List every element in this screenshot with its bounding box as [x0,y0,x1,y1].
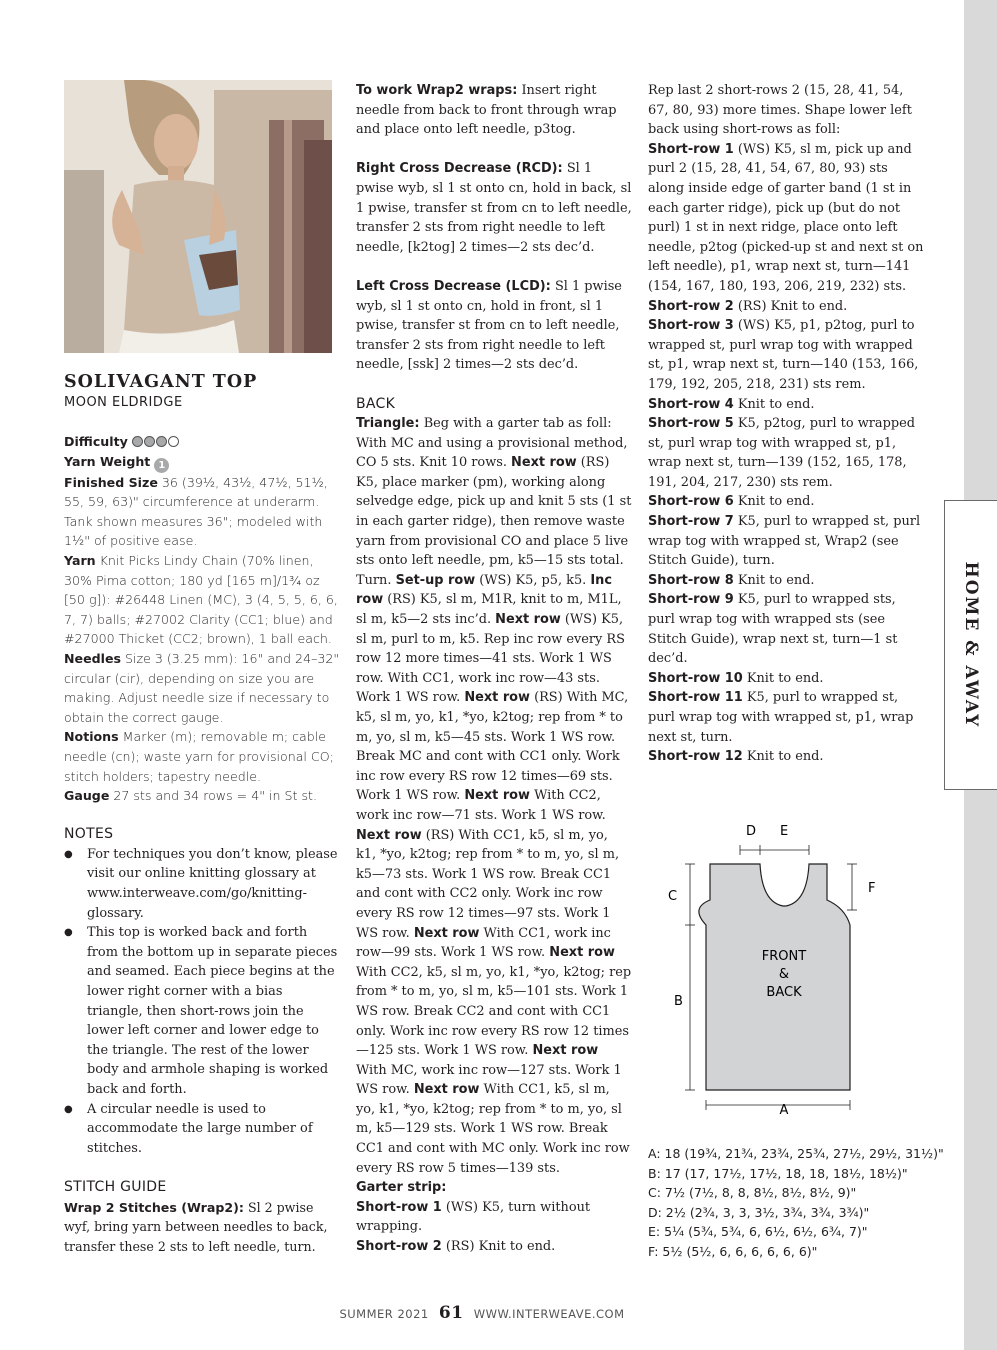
setup-row-text: (WS) K5, p5, k5. [479,572,587,588]
gauge-spec [64,786,340,806]
schematic-body [699,864,850,1090]
note-item: ● A circular needle is used to accommodate the large number of stitches. [64,1100,340,1159]
work-wrap2 [356,81,632,140]
finished-size [64,473,340,551]
difficulty-line [64,432,340,452]
next-row-label: Next row [532,1043,599,1059]
measurement-item: E: 5¼ (5¾, 5¾, 6, 6½, 6½, 6¾, 7)" [648,1224,868,1240]
short-row-text: K5, p2tog, purl to wrapped st, purl wrap tog with wrapped st, p1, wrap next st, turn—139 (152, 165, 178, 191, 204, 217, 230) sts rem. [648,416,915,490]
finished-size-text: 36 (39½, 43½, 47½, 51½, 55, 59, 63)" circumference at underarm. Tank shown measures 36"; modeled with 1½" of positive ease. [64,474,328,549]
short-row-text: K5, purl to wrapped st, purl wrap tog with wrapped st, Wrap2 (see Stitch Guide), turn. [648,514,921,569]
next-row-text: (WS) K5, sl m, purl to m, k5. Rep inc row every RS row 12 more times—41 sts. Work 1 WS row. With CC1, work inc row—43 sts. Work 1 WS row. [356,612,625,706]
short-row-label: Short-row 11 [648,690,743,706]
short-row-text: K5, purl to wrapped st, purl wrap tog with wrapped st, p1, wrap next st, turn. [648,690,914,745]
difficulty-rating [132,434,180,449]
garter-short-row-2 [356,1237,632,1257]
garment-schematic [660,820,900,1120]
dim-label-e: E [780,824,789,839]
short-row [648,395,924,415]
short-row-label: Short-row 2 [648,298,734,314]
schematic-label: & [778,967,790,982]
column-3 [648,81,924,767]
wrap2-definition [64,1198,340,1257]
next-row-label: Next row [356,827,422,843]
short-row-label: Short-row 7 [648,514,734,530]
schematic-label: FRONT [761,949,807,964]
next-row-label: Next row [511,455,577,471]
notions-text: Marker (m); removable m; cable needle (cn); waste yarn for provisional CO; stitch holders; tapestry needle. [64,729,334,784]
dim-label-d: D [746,824,757,839]
page-footer [0,1303,964,1323]
next-row-text: With CC2, k5, sl m, yo, k1, *yo, k2tog; rep from * to m, yo, sl m, k5—101 sts. Work 1 WS row. Break CC2 and cont with CC1 only. Work inc row every RS row 12 times—125 sts. Work 1 WS row. [356,964,632,1059]
dim-label-f: F [868,881,876,896]
measurement-item: C: 7½ (7½, 8, 8, 8½, 8½, 8½, 9)" [648,1185,857,1201]
model-photo [64,80,332,353]
back-heading: BACK [356,395,396,412]
short-row-text: Knit to end. [746,670,824,686]
work-wrap2-label: To work Wrap2 wraps: [356,83,518,98]
notions-label: Notions [64,729,119,745]
short-row [648,747,924,767]
short-row-label: Short-row 9 [648,592,734,608]
next-row-label: Next row [464,788,530,804]
short-row-label: Short-row 3 [648,318,734,334]
short-row-text: Knit to end. [746,749,824,765]
notions-spec [64,727,340,786]
yarn-label: Yarn [64,552,96,568]
notes-heading: NOTES [64,826,114,843]
stitch-guide-heading: STITCH GUIDE [64,1178,167,1195]
next-row-label: Next row [549,945,615,961]
garter-short-row-1 [356,1198,632,1237]
garter-strip-label: Garter strip: [356,1180,447,1196]
short-row [648,688,924,747]
short-row-label: Short-row 4 [648,396,734,412]
needles-text: Size 3 (3.25 mm): 16" and 24–32" circular (cir), depending on size you are making. Adjust needle size if necessary to obtain the correct gauge. [64,650,340,725]
wrap2-label: Wrap 2 Stitches (Wrap2): [64,1199,244,1215]
triangle-text: Beg with a garter tab as foll: With MC and using a provisional method, CO 5 sts. Knit 10 rows. [356,416,628,471]
short-row-label: Short-row 1 [648,141,734,157]
next-row-text: With CC2, work inc row—71 sts. Work 1 WS row. [356,788,606,823]
finished-size-label: Finished Size [64,474,158,490]
short-row-text: (RS) Knit to end. [737,298,848,314]
needles-spec [64,649,340,727]
next-row-label: Next row [413,1082,480,1098]
needles-label: Needles [64,650,121,666]
short-row [648,669,924,689]
short-row-text: (WS) K5, turn without wrapping. [356,1199,591,1235]
next-row-label: Next row [413,925,480,941]
work-wrap2-text: Insert right needle from back to front through wrap and place onto left needle, p3tog. [356,83,617,138]
triangle-text: (RS) K5, place marker (pm), working along selvedge edge, pick up and knit 5 sts (1 st in each garter ridge), then remove waste yarn from provisional CO and place 5 live sts onto left needle, pm, k5—15 sts total. Turn. [356,455,632,588]
short-row-text: (WS) K5, sl m, pick up and purl 2 (15, 28, 41, 54, 67, 80, 93) sts along inside edge of garter band (1 st in each garter ridge), pick up (but do not purl) 1 st in next ridge, place onto left needle, p2tog (picked-up st and next st on left needle), p1, wrap next st, turn—141 (154, 167, 180, 193, 206, 219, 232) sts. [648,141,924,294]
short-row-text: Knit to end. [737,396,815,412]
short-row-label: Short-row 2 [356,1239,442,1255]
short-row [648,297,924,317]
gauge-label: Gauge [64,788,110,804]
designer-name: MOON ELDRIDGE [64,395,183,410]
short-row-label: Short-row 12 [648,749,743,765]
measurement-item: A: 18 (19¾, 21¾, 23¾, 25¾, 27½, 29½, 31½)" [648,1146,944,1161]
yarn-spec [64,551,340,649]
page-number: 61 [438,1303,464,1323]
photo-illustration [64,80,332,353]
difficulty-dot-icon [144,436,155,447]
short-row-text: Knit to end. [737,494,815,510]
back-instructions [356,414,632,1178]
short-row [648,571,924,591]
short-row [648,512,924,571]
note-item: ● For techniques you don’t know, please visit our online knitting glossary at www.interweave.com/go/knitting-glossary. [64,845,340,923]
next-row-text: With CC1, work inc row—99 sts. Work 1 WS row. [356,925,611,961]
note-item: ● This top is worked back and forth from the bottom up in separate pieces and seamed. Each piece begins at the lower right corner with a bias triangle, then short-rows join the lower left corner and lower edge to the triangle. The rest of the lower body and armhole shaping is worked back and forth. [64,923,340,1099]
triangle-label: Triangle: [356,416,420,432]
short-rows-intro: Rep last 2 short-rows 2 (15, 28, 41, 54, 67, 80, 93) more times. Shape lower left back using short-rows as foll: [648,83,912,138]
column-1 [64,432,340,1256]
difficulty-label: Difficulty [64,434,128,449]
column-2 [356,81,632,1257]
short-row-text: (RS) Knit to end. [445,1239,556,1255]
measurements-list [648,1144,948,1262]
yarn-weight-label: Yarn Weight [64,453,151,469]
setup-row-label: Set-up row [395,572,476,588]
next-row-text: With MC, work inc row—127 sts. Work 1 WS row. [356,1062,622,1098]
short-row [648,590,924,668]
short-row-label: Short-row 8 [648,572,734,588]
dim-label-b: B [674,994,683,1009]
dim-label-a: A [779,1103,789,1118]
short-row [648,492,924,512]
next-row-label: Next row [464,690,530,706]
difficulty-dot-empty-icon [168,436,179,447]
next-row-label: Next row [495,612,561,628]
rcd-definition [356,159,632,257]
short-row-label: Short-row 10 [648,670,743,686]
lcd-label: Left Cross Decrease (LCD): [356,278,551,294]
next-row-text: (RS) With MC, k5, sl m, yo, k1, *yo, k2tog; rep from * to m, yo, sl m, k5—45 sts. Work 1 WS row. Break MC and cont with CC1 only. Work inc row every RS row 12 times—69 sts. Work 1 WS row. [356,690,629,804]
yarn-text: Knit Picks Lindy Chain (70% linen, 30% Pima cotton; 180 yd [165 m]/1¾ oz [50 g]): #26448 Linen (MC), 3 (4, 5, 5, 6, 6, 7, 7) balls; #27002 Clarity (CC1; blue) and #27000 Thicket (CC2; brown), 1 ball each. [64,552,338,647]
next-row-text: (RS) With CC1, k5, sl m, yo, k1, *yo, k2tog; rep from * to m, yo, sl m, k5—73 sts. Work 1 WS row. Break CC1 and cont with CC2 only. Work inc row every RS row 12 times—97 sts. Work 1 WS row. [356,827,620,941]
notes-list [64,845,340,1159]
inc-row-label: Inc row [356,572,613,608]
lcd-definition [356,277,632,375]
short-row-text: Knit to end. [737,572,815,588]
rcd-label: Right Cross Decrease (RCD): [356,161,563,177]
pattern-title: SOLIVAGANT TOP [64,372,258,392]
difficulty-dot-icon [132,436,143,447]
short-row-label: Short-row 6 [648,494,734,510]
schematic-label: BACK [766,985,802,1000]
wrap2-text: Sl 2 pwise wyf, bring yarn between needles to back, transfer these 2 sts to left needle, turn. [64,1199,328,1254]
yarn-weight-badge: 1 [154,458,169,473]
lcd-text: Sl 1 pwise wyb, sl 1 st onto cn, hold in front, sl 1 pwise, transfer st from cn to left needle, transfer 2 sts from right needle to left needle, [ssk] 2 times—2 sts dec’d. [356,278,622,373]
next-row-text: With CC1, k5, sl m, yo, k1, *yo, k2tog; rep from * to m, yo, sl m, k5—129 sts. Work 1 WS row. Break CC1 and cont with MC only. Work inc row every RS row 5 times—139 sts. [356,1082,630,1176]
issue-label: SUMMER 2021 [339,1307,429,1321]
short-row-label: Short-row 5 [648,416,734,432]
rcd-text: Sl 1 pwise wyb, sl 1 st onto cn, hold in back, sl 1 pwise, transfer st from cn to left needle, transfer 2 sts from right needle to left needle, [k2tog] 2 times—2 sts dec’d. [356,161,632,255]
short-row-text: K5, purl to wrapped sts, purl wrap tog with wrapped sts (see Stitch Guide), wrap next st, turn—1 st dec’d. [648,592,898,667]
gauge-text: 27 sts and 34 rows = 4" in St st. [113,788,317,804]
measurement-item: F: 5½ (5½, 6, 6, 6, 6, 6, 6)" [648,1243,818,1259]
measurement-item: D: 2½ (2¾, 3, 3, 3½, 3¾, 3¾, 3¾)" [648,1204,870,1220]
short-row-text: (WS) K5, p1, p2tog, purl to wrapped st, purl wrap tog with wrapped st, p1, wrap next st, turn—140 (153, 166, 179, 192, 205, 218, 231) sts rem. [648,318,919,392]
section-tab-label: HOME & AWAY [961,561,981,729]
website-url: WWW.INTERWEAVE.COM [473,1307,625,1321]
short-row-label: Short-row 1 [356,1199,442,1215]
measurement-item: B: 17 (17, 17½, 17½, 18, 18, 18½, 18½)" [648,1165,908,1181]
short-row [648,414,924,492]
yarn-weight-line [64,452,340,473]
difficulty-dot-icon [156,436,167,447]
inc-row-text: (RS) K5, sl m, M1R, knit to m, M1L, sl m, k5—2 sts inc’d. [356,592,622,628]
dim-label-c: C [668,889,678,904]
short-row [648,316,924,394]
short-row [648,140,924,297]
